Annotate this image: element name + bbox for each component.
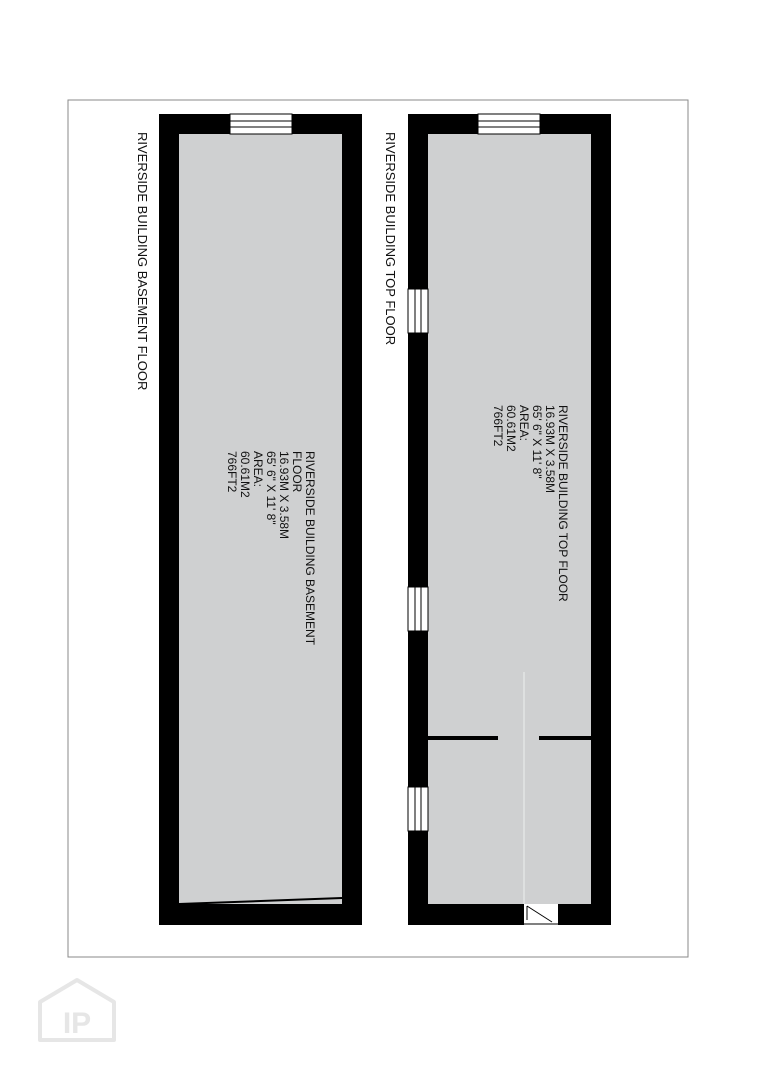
top-floor-label-line: AREA: (517, 405, 531, 442)
basement-label-line: 16.93M X 3.58M (277, 451, 291, 540)
top-floor-plan (408, 114, 611, 925)
basement-window-top (230, 114, 292, 134)
top-floor-label-line: 766FT2 (491, 405, 505, 447)
top-floor-label-line: RIVERSIDE BUILDING TOP FLOOR (556, 405, 570, 602)
top-floor-entrance-door (524, 904, 558, 925)
basement-label-line: FLOOR (290, 451, 304, 493)
top-floor-partition-left (428, 736, 498, 740)
top-floor-title: RIVERSIDE BUILDING TOP FLOOR (383, 132, 398, 346)
basement-label-line: 65' 6" X 11' 8" (264, 451, 278, 525)
top-floor-partition-right (539, 736, 591, 740)
basement-label-line: 766FT2 (225, 451, 239, 493)
basement-label-line: 60.61M2 (238, 451, 252, 498)
top-floor-window-left-3 (408, 787, 428, 831)
watermark-logo (40, 980, 114, 1040)
basement-label-line: RIVERSIDE BUILDING BASEMENT (303, 451, 317, 646)
top-floor-window-left-1 (408, 289, 428, 333)
top-floor-label-line: 65' 6" X 11' 8" (530, 405, 544, 479)
top-floor-label-line: 16.93M X 3.58M (543, 405, 557, 494)
top-floor-label-line: 60.61M2 (504, 405, 518, 452)
basement-label-line: AREA: (251, 451, 265, 488)
basement-floor-title: RIVERSIDE BUILDING BASEMENT FLOOR (135, 132, 150, 391)
basement-floor-plan (159, 114, 362, 925)
top-floor-window-left-2 (408, 587, 428, 631)
watermark-text: IP (62, 1007, 92, 1040)
top-floor-window-top (478, 114, 540, 134)
